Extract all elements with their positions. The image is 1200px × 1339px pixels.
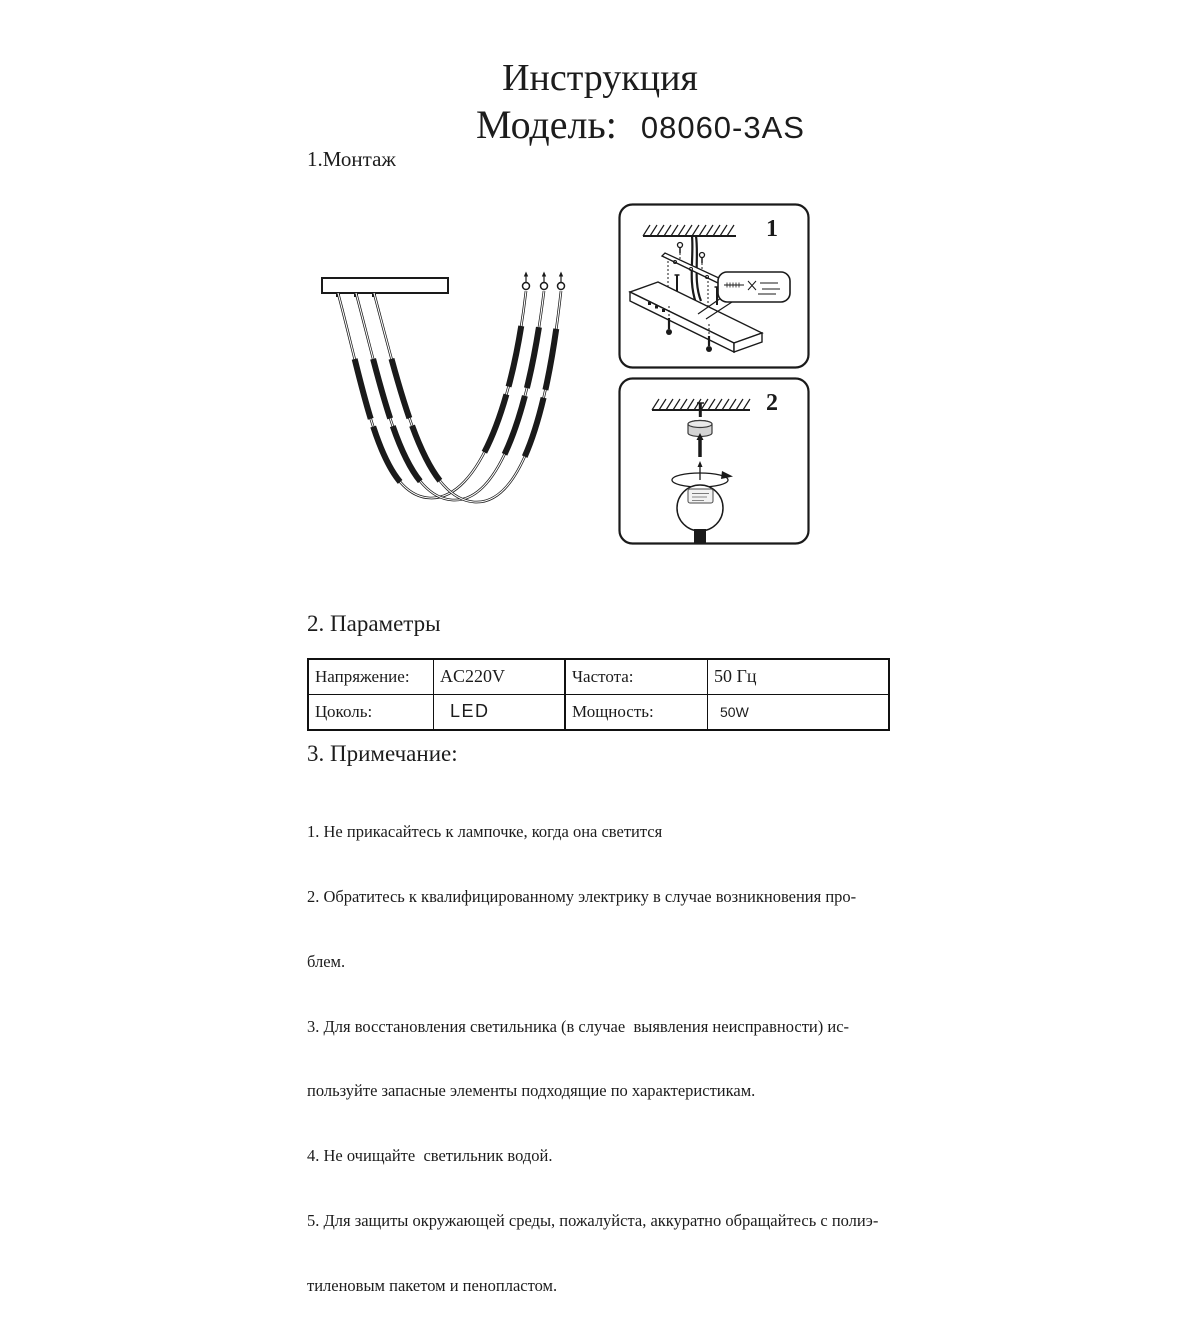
- bulb-stem: [694, 529, 706, 543]
- note-line: блем.: [307, 951, 346, 971]
- param-label-power: Мощность:: [566, 695, 708, 730]
- note-line: 2. Обратитесь к квалифицированному электрику в случае возникновения про-: [307, 886, 857, 906]
- section-heading-notes: 3. Примечание:: [307, 741, 458, 766]
- hanging-cables: [338, 291, 561, 502]
- globe-bulb: [677, 485, 723, 531]
- notes-list: [307, 778, 907, 1339]
- step-1-figure: [618, 203, 810, 369]
- model-number: 08060-3AS: [640, 110, 805, 145]
- param-value-voltage: AC220V: [434, 660, 566, 695]
- param-label-voltage: Напряжение:: [309, 660, 434, 695]
- step-2-figure: [618, 377, 810, 545]
- note-line: 4. Не очищайте светильник водой.: [307, 1146, 553, 1166]
- param-value-frequency: 50 Гц: [708, 660, 888, 695]
- step-2-number: 2: [766, 390, 778, 416]
- note-line: пользуйте запасные элементы подходящие по характеристикам.: [307, 1081, 756, 1101]
- mounting-plate: [322, 278, 448, 293]
- step-1-number: 1: [766, 216, 778, 242]
- param-value-power: 50W: [720, 703, 749, 720]
- param-value-socket: LED: [434, 695, 566, 730]
- note-line: 1. Не прикасайтесь к лампочке, когда она светится: [307, 822, 663, 842]
- cable-end-connectors: [523, 272, 565, 290]
- param-label-socket: Цоколь:: [309, 695, 434, 730]
- param-label-frequency: Частота:: [566, 660, 708, 695]
- section-heading-montage: 1.Монтаж: [307, 147, 396, 171]
- cable: [356, 291, 544, 500]
- parameters-table: [307, 658, 890, 731]
- page-title: Инструкция: [502, 57, 698, 99]
- lamp-figure: [310, 268, 570, 513]
- model-row: [476, 102, 805, 147]
- cable: [374, 291, 561, 502]
- note-line: 5. Для защиты окружающей среды, пожалуйста, аккуратно обращайтесь с полиэ-: [307, 1210, 879, 1230]
- note-line: тиленовым пакетом и пенопластом.: [307, 1275, 558, 1295]
- model-label: Модель:: [476, 102, 617, 147]
- section-heading-parameters: 2. Параметры: [307, 611, 441, 636]
- note-line: 3. Для восстановления светильника (в случае выявления неисправности) ис-: [307, 1016, 850, 1036]
